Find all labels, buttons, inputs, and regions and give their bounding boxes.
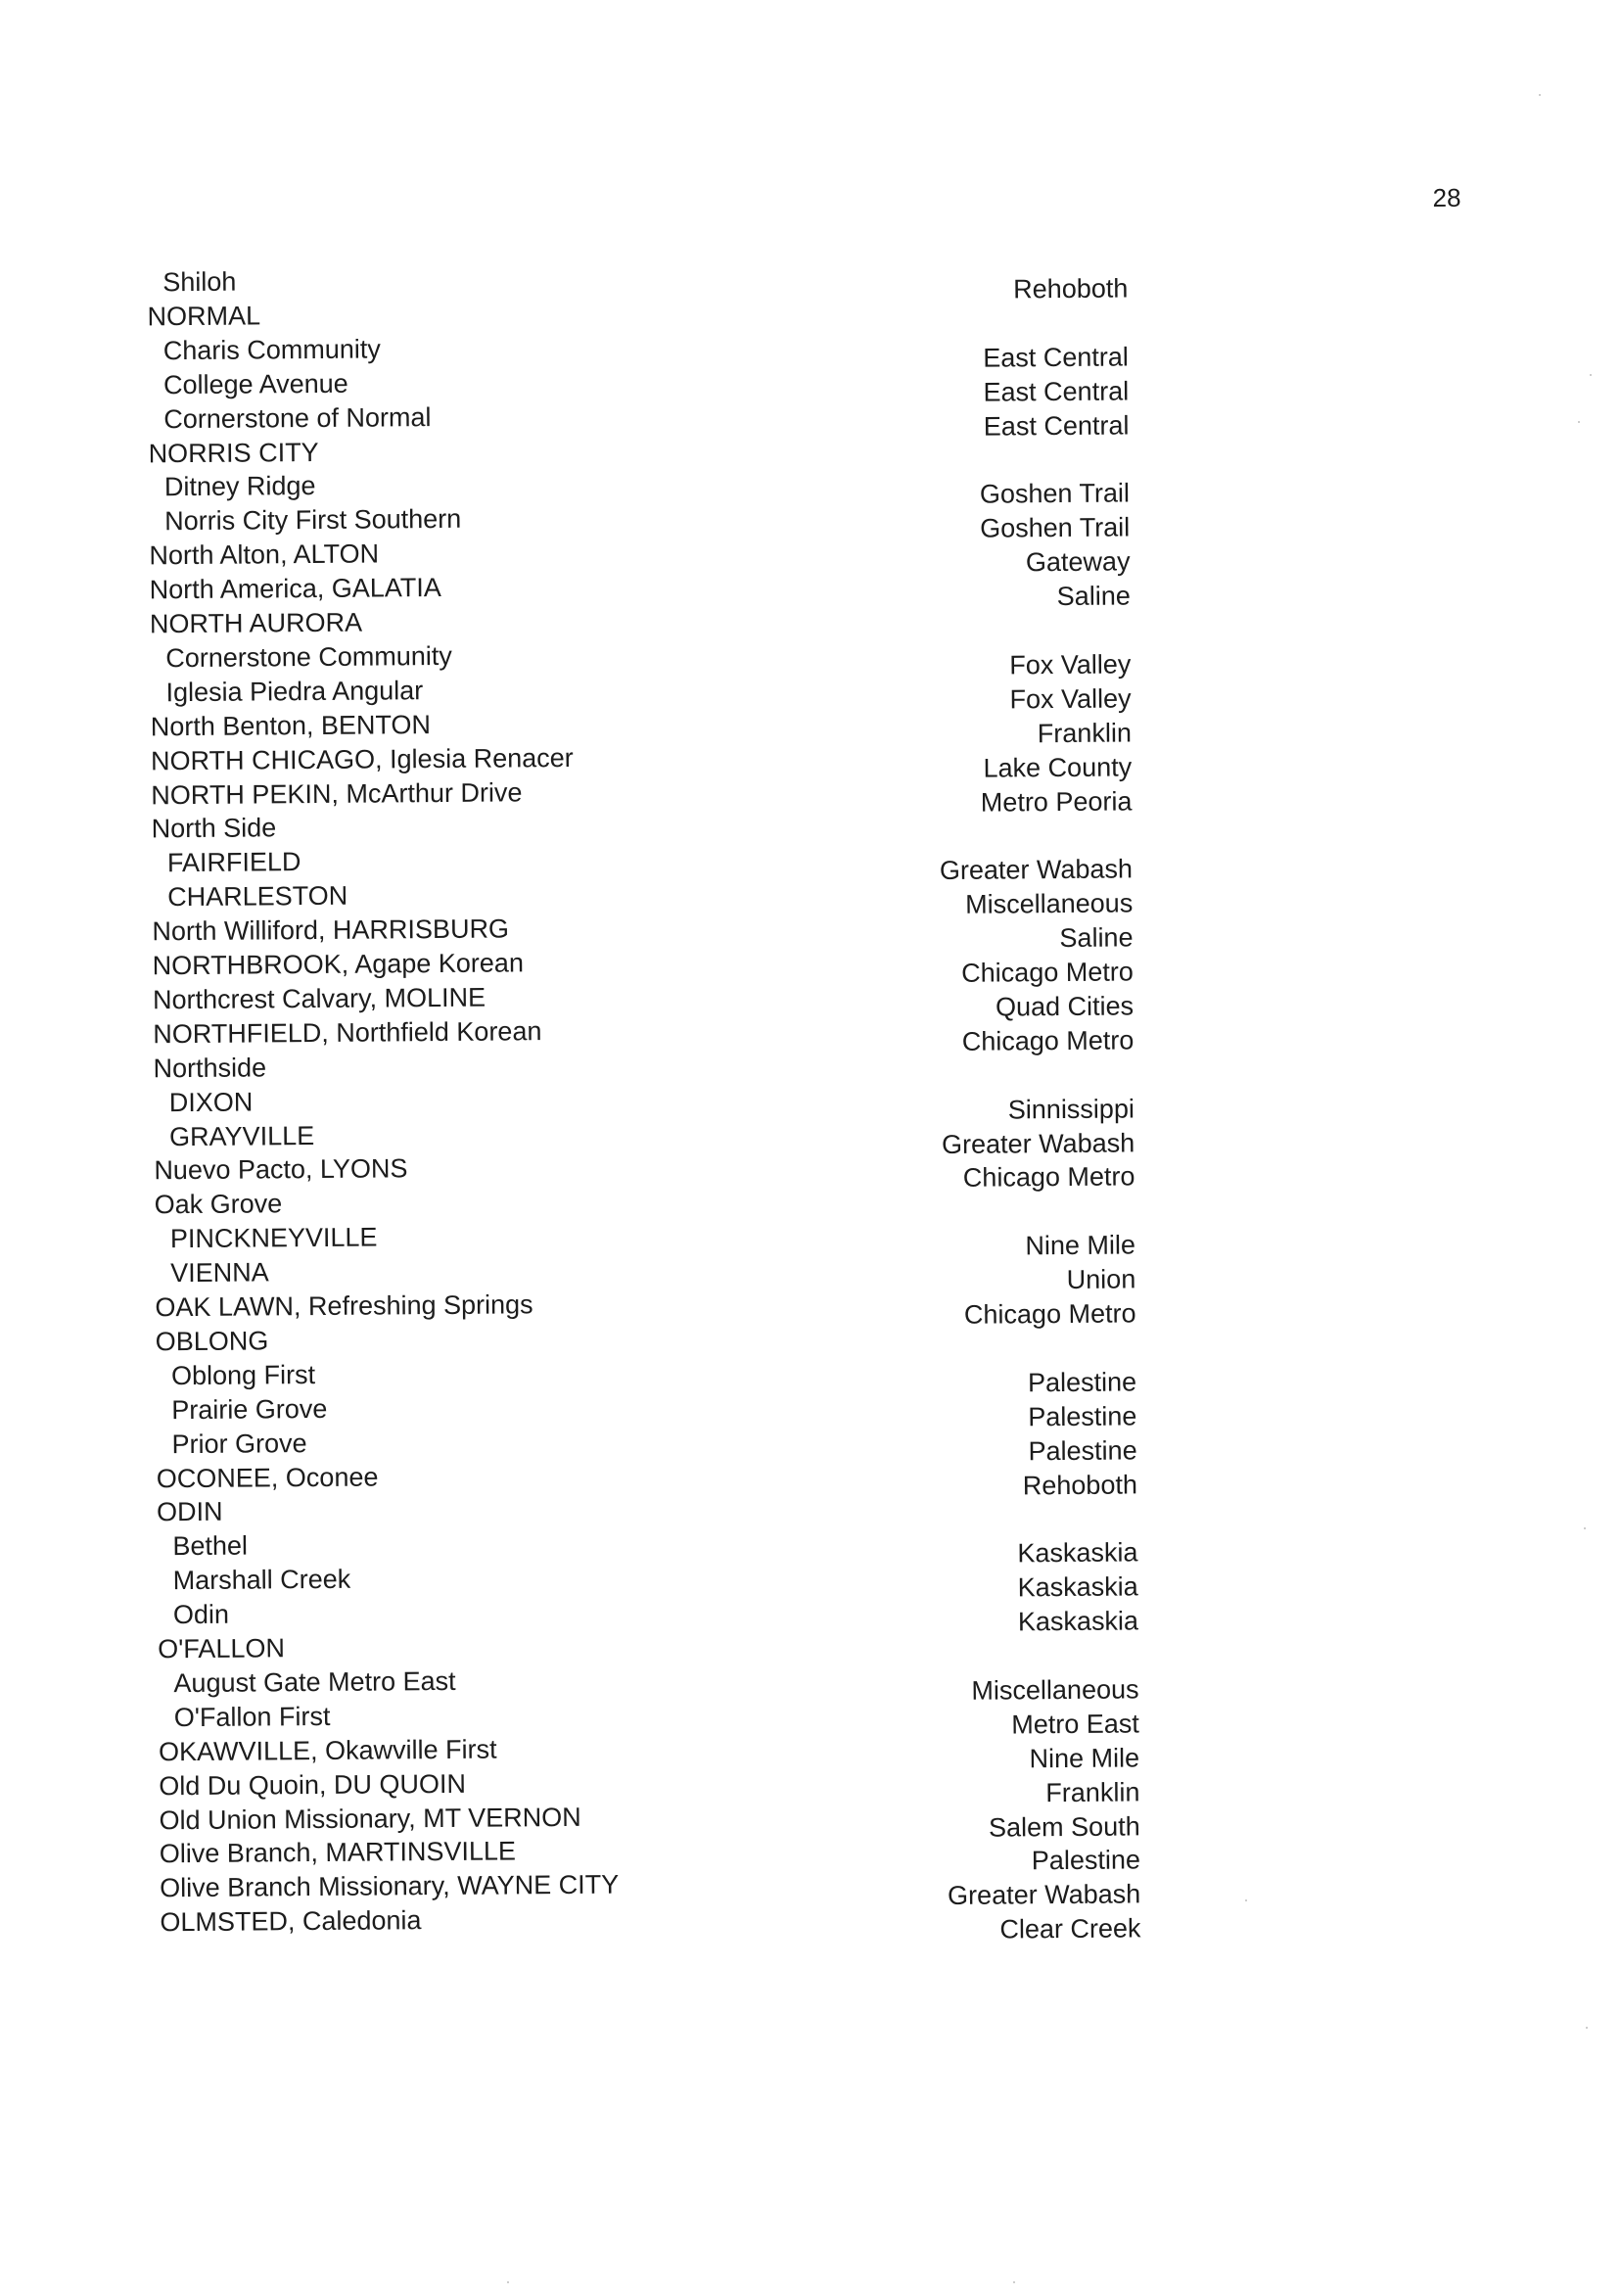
association-entry: Union [1066,1264,1136,1295]
church-entry: Norris City First Southern [164,504,462,537]
location-entry: North America, GALATIA [149,573,441,605]
association-entry: Sinnissippi [1007,1094,1135,1125]
location-entry: NORTHFIELD, Northfield Korean [153,1015,542,1050]
association-entry: Quad Cities [995,991,1135,1022]
scan-speck [1539,94,1541,96]
location-entry: NORRIS CITY [148,437,319,468]
page-number: 28 [1432,182,1461,213]
church-entry: Charis Community [162,334,381,366]
location-entry: Old Du Quoin, DU QUOIN [159,1768,467,1801]
scan-speck [1013,2281,1015,2283]
church-entry: College Avenue [162,368,348,399]
church-entry: GRAYVILLE [168,1120,315,1151]
location-entry: North Side [151,813,277,844]
association-entry: Chicago Metro [961,1025,1135,1056]
location-entry: North Williford, HARRISBURG [152,914,510,947]
association-entry: Goshen Trail [979,478,1131,510]
location-entry: NORTH PEKIN, McArthur Drive [151,776,523,810]
location-entry: NORTH AURORA [149,607,363,639]
association-entry: Metro Peoria [980,785,1133,818]
association-entry: East Central [983,376,1130,407]
scan-speck [1590,374,1592,376]
association-entry: Miscellaneous [965,888,1134,919]
location-entry: OKAWVILLE, Okawville First [158,1734,497,1766]
association-entry: Salem South [988,1810,1140,1843]
association-entry: Palestine [1027,1367,1137,1398]
church-entry: Bethel [172,1530,249,1562]
location-entry: North Alton, ALTON [149,539,380,571]
church-entry: PINCKNEYVILLE [169,1222,378,1254]
association-entry: Miscellaneous [971,1674,1139,1706]
church-entry: Oblong First [170,1359,316,1390]
association-entry: Kaskaskia [1017,1537,1138,1569]
association-entry: Greater Wabash [939,854,1134,886]
association-entry: Franklin [1037,718,1133,748]
association-entry: Palestine [1028,1401,1137,1431]
location-entry: OBLONG [155,1326,269,1357]
church-entry: Cornerstone Community [165,640,452,674]
association-entry: Saline [1056,581,1131,612]
location-entry: North Benton, BENTON [150,709,432,742]
scan-speck [1586,2027,1588,2029]
location-entry: Old Union Missionary, MT VERNON [159,1802,581,1835]
association-entry: Chicago Metro [962,1161,1135,1194]
church-entry: Prior Grove [171,1428,307,1459]
association-entry: Kaskaskia [1017,1571,1138,1603]
location-entry: O'FALLON [158,1633,286,1664]
association-entry: Lake County [983,752,1133,783]
church-entry: FAIRFIELD [166,847,301,878]
location-entry: OLMSTED, Caledonia [160,1905,422,1938]
church-entry: VIENNA [170,1257,269,1289]
church-entry: Iglesia Piedra Angular [165,675,424,707]
association-entry: Fox Valley [1009,683,1132,715]
location-entry: ODIN [156,1497,223,1527]
scan-speck [1578,421,1580,423]
location-entry: OCONEE, Oconee [156,1462,379,1493]
association-entry: Kaskaskia [1017,1606,1139,1637]
location-entry: NORTHBROOK, Agape Korean [152,948,525,981]
location-entry: NORMAL [147,301,261,332]
association-entry: Chicago Metro [961,957,1134,988]
association-entry: East Central [983,410,1130,442]
association-entry: Nine Mile [1029,1743,1140,1773]
church-entry: Shiloh [162,266,237,298]
church-entry: DIXON [168,1087,254,1117]
scan-speck [1584,1527,1586,1529]
church-entry: August Gate Metro East [173,1665,456,1699]
location-entry: Olive Branch Missionary, WAYNE CITY [160,1869,620,1903]
association-entry: Palestine [1031,1845,1141,1876]
location-entry: Nuevo Pacto, LYONS [154,1153,408,1186]
church-entry: O'Fallon First [173,1701,331,1732]
location-entry: Oak Grove [154,1189,283,1220]
association-entry: Greater Wabash [941,1127,1135,1159]
association-entry: Franklin [1045,1777,1140,1807]
scan-speck [1245,1899,1247,1901]
church-entry: Marshall Creek [172,1564,351,1596]
association-entry: Chicago Metro [963,1298,1136,1330]
location-entry: Olive Branch, MARTINSVILLE [159,1836,517,1869]
association-entry: Greater Wabash [947,1879,1141,1911]
association-entry: Gateway [1025,546,1131,578]
scan-speck [507,2281,509,2283]
association-entry: Rehoboth [1013,273,1129,305]
association-entry: Saline [1059,922,1134,954]
association-entry: East Central [983,342,1129,373]
location-entry: Northcrest Calvary, MOLINE [152,982,486,1015]
location-entry: OAK LAWN, Refreshing Springs [155,1289,533,1323]
location-entry: Northside [153,1053,267,1083]
church-entry: CHARLESTON [167,880,348,913]
church-entry: Ditney Ridge [163,471,316,502]
association-entry: Fox Valley [1009,649,1132,680]
association-entry: Rehoboth [1022,1469,1138,1500]
association-entry: Nine Mile [1025,1230,1136,1261]
association-entry: Metro East [1011,1709,1139,1740]
location-entry: NORTH CHICAGO, Iglesia Renacer [150,742,574,775]
association-entry: Palestine [1028,1435,1137,1466]
church-entry: Cornerstone of Normal [163,401,432,434]
association-entry: Goshen Trail [980,512,1131,543]
church-entry: Prairie Grove [171,1393,328,1425]
association-entry: Clear Creek [999,1913,1141,1945]
church-entry: Odin [172,1599,230,1630]
